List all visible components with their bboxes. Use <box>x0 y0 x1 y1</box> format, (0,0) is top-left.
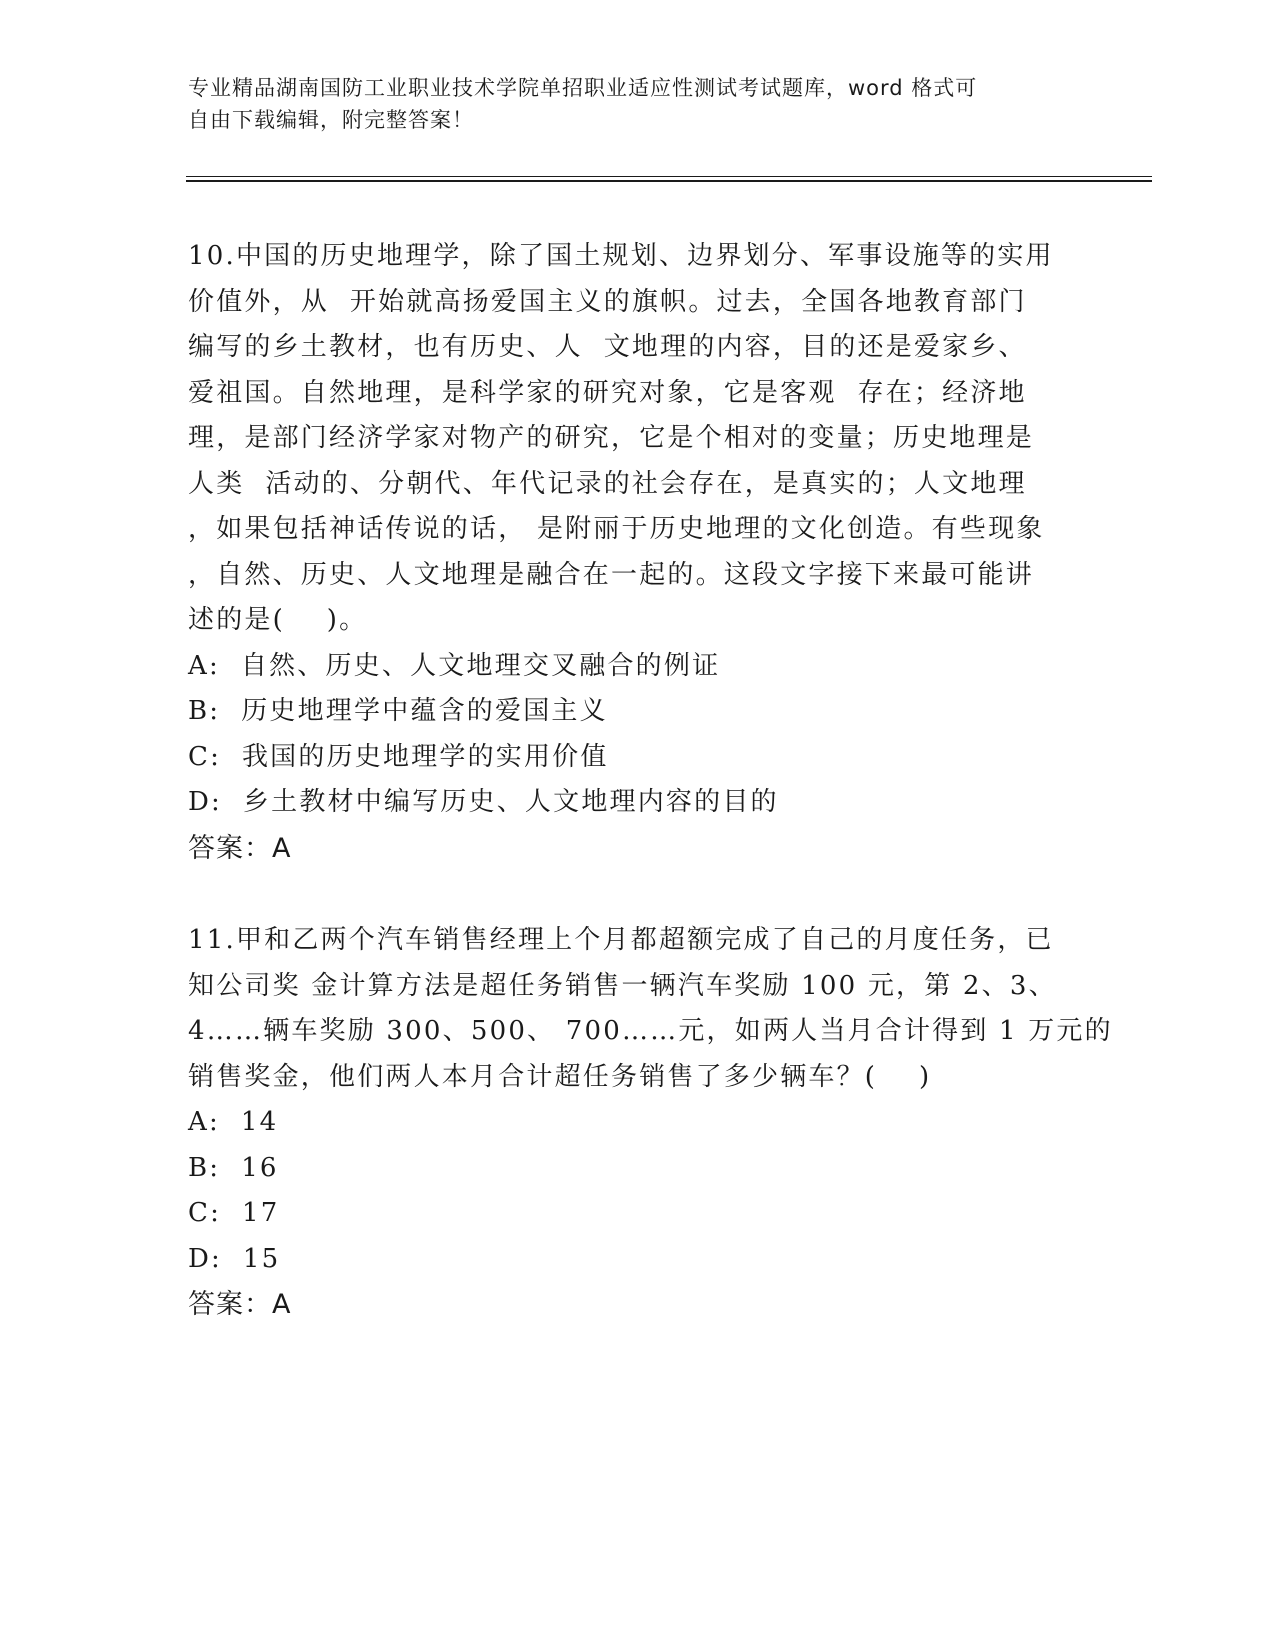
stem-line: 述的是( )。 <box>188 605 368 635</box>
option-d: D: 乡土教材中编写历史、人文地理内容的目的 <box>188 787 779 817</box>
stem-line: ，如果包括神话传说的话， 是附丽于历史地理的文化创造。有些现象 <box>188 514 1045 544</box>
stem-line: 4……辆车奖励 300、500、 700……元，如两人当月合计得到 1 万元的 <box>188 1016 1113 1046</box>
stem-line: 爱祖国。自然地理，是科学家的研究对象，它是客观 存在；经济地 <box>188 377 1027 408</box>
question-10 <box>188 234 1088 871</box>
question-11 <box>188 918 1113 1328</box>
question-stem <box>188 234 1088 644</box>
stem-line: 编写的乡土教材，也有历史、人 文地理的内容，目的还是爱家乡、 <box>188 332 1027 362</box>
stem-line: ，自然、历史、人文地理是融合在一起的。这段文字接下来最可能讲 <box>188 559 1035 590</box>
stem-line: 人类 活动的、分朝代、年代记录的社会存在，是真实的；人文地理 <box>188 468 1027 499</box>
header-rule-thick <box>186 180 1152 182</box>
header-line-1: 专业精品湖南国防工业职业技术学院单招职业适应性测试考试题库，word 格式可 <box>188 76 978 100</box>
stem-line: 11.甲和乙两个汽车销售经理上个月都超额完成了自己的月度任务，已 <box>188 925 1054 955</box>
option-c: C: 17 <box>188 1198 280 1228</box>
question-stem <box>188 918 1113 1100</box>
answer-label: 答案：A <box>188 1289 292 1320</box>
stem-line: 价值外，从 开始就高扬爱国主义的旗帜。过去，全国各地教育部门 <box>188 286 1027 317</box>
stem-line: 理，是部门经济学家对物产的研究，它是个相对的变量；历史地理是 <box>188 423 1035 453</box>
header-line-2: 自由下载编辑，附完整答案！ <box>188 108 474 132</box>
option-a: A: 自然、历史、人文地理交叉融合的例证 <box>188 650 721 681</box>
option-b: B: 16 <box>188 1152 279 1183</box>
option-c: C: 我国的历史地理学的实用价值 <box>188 741 609 772</box>
stem-line: 10.中国的历史地理学，除了国土规划、边界划分、军事设施等的实用 <box>188 241 1054 271</box>
stem-line: 销售奖金，他们两人本月合计超任务销售了多少辆车？( ) <box>188 1061 932 1092</box>
option-b: B: 历史地理学中蕴含的爱国主义 <box>188 696 608 726</box>
option-d: D: 15 <box>188 1243 281 1274</box>
answer-label: 答案：A <box>188 832 292 864</box>
header-rule-thin <box>186 176 1152 177</box>
document-header <box>188 72 1088 136</box>
option-a: A: 14 <box>188 1107 279 1137</box>
stem-line: 知公司奖 金计算方法是超任务销售一辆汽车奖励 100 元，第 2、3、 <box>188 970 1057 1001</box>
